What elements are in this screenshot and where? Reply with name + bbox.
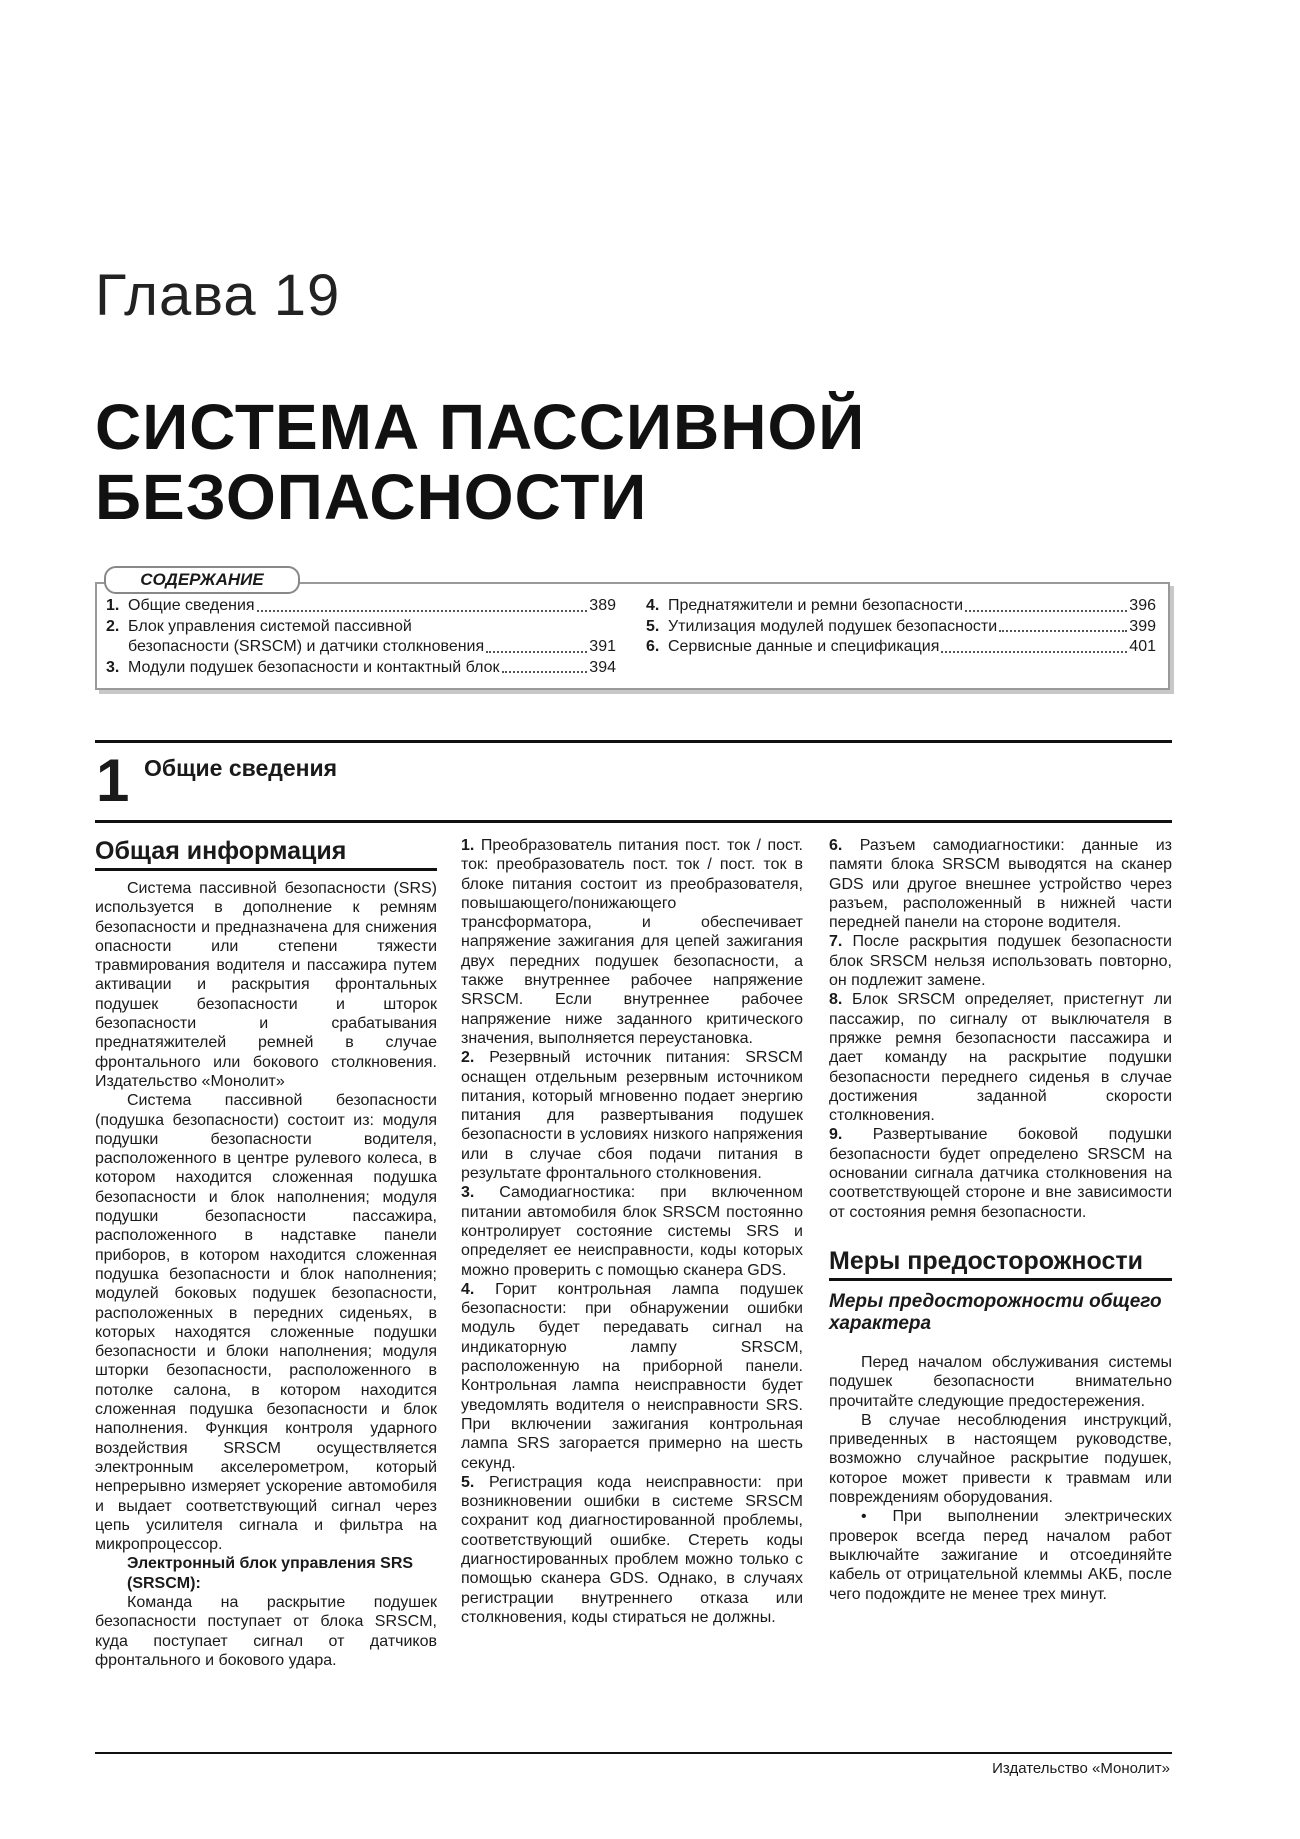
toc-item-text: Общие сведения (128, 597, 255, 614)
toc-column-right (646, 596, 1156, 658)
chapter-title-line-2: БЕЗОПАСНОСТИ (95, 461, 648, 533)
toc-item-text-continued: безопасности (SRSCM) и датчики столкновения (128, 638, 485, 655)
bullet-paragraph: • При выполнении электрических проверок всегда перед началом работ выключайте зажигание и отсоединяйте кабель от отрицательной клеммы АКБ, после чего подождите не менее трех минут. (829, 1508, 1172, 1603)
item-text: После раскрытия подушек безопасности блок SRSCM нельзя использовать повторно, он подлежит замене. (829, 933, 1172, 990)
section-rule-bottom (95, 820, 1172, 823)
paragraph: Система пассивной безопасности (подушка безопасности) состоит из: модуля подушки безопасности водителя, расположенного в центре рулевого колеса, в котором находится сложенная подушка безопасности и блок наполнения; модуля подушки безопасности пассажира, расположенного в надставке панели приборов, в котором находится сложенная подушка безопасности и блок наполнения; модулей боковых подушек безопасности, расположенных в передних сиденьях, в которых находятся сложенные подушки безопасности и блоки наполнения; модуля шторки безопасности, расположенного в потолке салона, в котором находится сложенная подушка безопасности и блок наполнения. Функция контроля ударного воздействия SRSCM осуществляется электронным акселерометром, который непрерывно измеряет ускорение автомобиля и выдает соответствующий сигнал через цепь усилителя сигнала и фильтра на микропроцессор. (95, 1092, 437, 1554)
item-number: 9. (829, 1126, 843, 1144)
item-text: Горит контрольная лампа подушек безопасности: при обнаружении ошибки модуль будет передавать сигнал на индикаторную лампу SRSCM, расположенную на приборной панели. Контрольная лампа неисправности будет уведомлять водителя о неисправности SRS. При включении зажигания контрольная лампа SRS загорается примерно на шесть секунд. (461, 1280, 803, 1472)
item-text: Резервный источник питания: SRSCM оснащен отдельным резервным источником питания, который мгновенно подает энергию питания для развертывания подушек безопасности в условиях низкого напряжения или в случае сбоя подачи питания в результате фронтального столкновения. (461, 1049, 803, 1183)
toc-item-page: 391 (589, 638, 616, 655)
item-text: Самодиагностика: при включенном питании автомобиля блок SRSCM постоянно контролирует состояние системы SRS и определяет ее неисправности, коды которых можно проверить с помощью сканера GDS. (461, 1184, 803, 1279)
item-text: Разъем самодиагностики: данные из памяти блока SRSCM выводятся на сканер GDS или другое внешнее устройство через разъем, расположенный в нижней части передней панели на стороне водителя. (829, 837, 1172, 932)
numbered-item (829, 990, 1172, 1125)
toc-item-text: Модули подушек безопасности и контактный блок (128, 658, 500, 676)
section-number: 1 (96, 747, 130, 814)
footer-rule (95, 1752, 1172, 1754)
item-number: 4. (461, 1280, 475, 1298)
toc-item-text: Утилизация модулей подушек безопасности (668, 617, 998, 635)
toc-item-page: 396 (1129, 597, 1156, 614)
numbered-item (829, 1125, 1172, 1221)
toc-item-number: 2. (106, 617, 120, 635)
numbered-item (829, 836, 1172, 932)
toc-leader-dots (257, 610, 588, 612)
item-number: 6. (829, 837, 843, 854)
numbered-item (461, 1183, 803, 1279)
toc-item[interactable] (646, 637, 1156, 658)
chapter-title-line-1: СИСТЕМА ПАССИВНОЙ (95, 391, 866, 463)
item-number: 8. (829, 991, 843, 1009)
item-number: 2. (461, 1049, 475, 1067)
text-column-2 (461, 836, 803, 1627)
toc-item-page: 399 (1129, 617, 1156, 635)
footer-publisher: Издательство «Монолит» (992, 1760, 1170, 1777)
toc-column-left (106, 596, 616, 678)
toc-item[interactable] (106, 658, 616, 679)
toc-item-page: 394 (589, 658, 616, 676)
toc-item[interactable] (646, 596, 1156, 617)
toc-leader-dots (502, 671, 588, 673)
item-number: 5. (461, 1473, 475, 1491)
numbered-item (461, 1280, 803, 1473)
text-column-3 (829, 836, 1172, 1604)
numbered-item (461, 1048, 803, 1183)
chapter-title (95, 392, 1195, 532)
paragraph: В случае несоблюдения инструкций, приведенных в настоящем руководстве, возможно случайное раскрытие подушек, которое может привести к травмам или повреждениям оборудования. (829, 1411, 1172, 1507)
item-text: Блок SRSCM определяет, пристегнут ли пассажир, по сигналу от выключателя в пряжке ремня безопасности пассажира и дает команду на раскрытие подушки безопасности переднего сиденья в случае достижения заданной скорости столкновения. (829, 991, 1172, 1125)
item-text: Преобразователь питания пост. ток / пост. ток: преобразователь пост. ток / пост. ток в блоке питания состоит из преобразователя, повышающего/понижающего трансформатора, и обеспечивает напряжение зажигания для цепей зажигания двух передних подушек безопасности, а также внутреннее рабочее напряжение SRSCM. Если внутреннее рабочее напряжение ниже заданного критического значения, выполняется переустановка. (461, 837, 803, 1047)
paragraph: Система пассивной безопасности (SRS) используется в дополнение к ремням безопасности и предназначена для снижения опасности или степени тяжести травмирования водителя и пассажира путем активации и раскрытия фронтальных подушек безопасности и шторок безопасности и срабатывания преднатяжителей ремней в случае фронтального или бокового столкновения. Издательство «Монолит» (95, 880, 437, 1090)
toc-leader-dots (999, 630, 1127, 632)
toc-leader-dots (965, 610, 1127, 612)
chapter-label: Глава 19 (95, 263, 341, 328)
text-column-1 (95, 836, 437, 1670)
item-text: Регистрация кода неисправности: при возникновении ошибки в системе SRSCM сохранит код диагностированной проблемы, соответствующий ошибке. Стереть коды диагностированных проблем можно только с помощью сканера GDS. Однако, в случаях регистрации внутреннего отказа или столкновения, коды стираться не должны. (461, 1473, 804, 1626)
heading-precautions: Меры предосторожности (829, 1246, 1172, 1281)
toc-item-number: 3. (106, 658, 120, 676)
toc-item-number: 1. (106, 597, 120, 614)
toc-item-number: 6. (646, 638, 660, 655)
subheading-general-precautions: Меры предосторожности общего характера (829, 1290, 1162, 1334)
toc-item[interactable] (106, 596, 616, 617)
heading-general-info: Общая информация (95, 836, 437, 871)
toc-item[interactable] (106, 617, 616, 658)
toc-item-number: 5. (646, 617, 660, 635)
toc-leader-dots (941, 651, 1127, 653)
toc-item[interactable] (646, 617, 1156, 638)
numbered-item (829, 932, 1172, 990)
toc-item-number: 4. (646, 597, 660, 614)
toc-item-text: Сервисные данные и спецификация (668, 638, 940, 655)
item-number: 3. (461, 1184, 475, 1202)
toc-leader-dots (486, 651, 587, 653)
toc-header: СОДЕРЖАНИЕ (104, 566, 300, 594)
toc-item-page: 389 (589, 597, 616, 614)
numbered-item (461, 1473, 803, 1627)
item-number: 1. (461, 837, 475, 854)
item-number: 7. (829, 933, 843, 951)
subheading-srscm: Электронный блок управления SRS (SRSCM): (127, 1555, 414, 1592)
toc-item-text: Блок управления системой пассивной (128, 617, 412, 635)
section-rule-top (95, 740, 1172, 743)
section-title: Общие сведения (144, 755, 338, 781)
toc-item-text: Преднатяжители и ремни безопасности (668, 597, 964, 614)
paragraph: Перед началом обслуживания системы подушек безопасности внимательно прочитайте следующие предостережения. (829, 1353, 1172, 1410)
numbered-item (461, 836, 803, 1048)
paragraph: Команда на раскрытие подушек безопасности поступает от блока SRSCM, куда поступает сигнал от датчиков фронтального и бокового удара. (95, 1593, 437, 1669)
toc-item-page: 401 (1129, 638, 1156, 655)
item-text: Развертывание боковой подушки безопасности будет определено SRSCM на основании сигнала датчика столкновения на соответствующей стороне и вне зависимости от состояния ремня безопасности. (829, 1126, 1172, 1221)
